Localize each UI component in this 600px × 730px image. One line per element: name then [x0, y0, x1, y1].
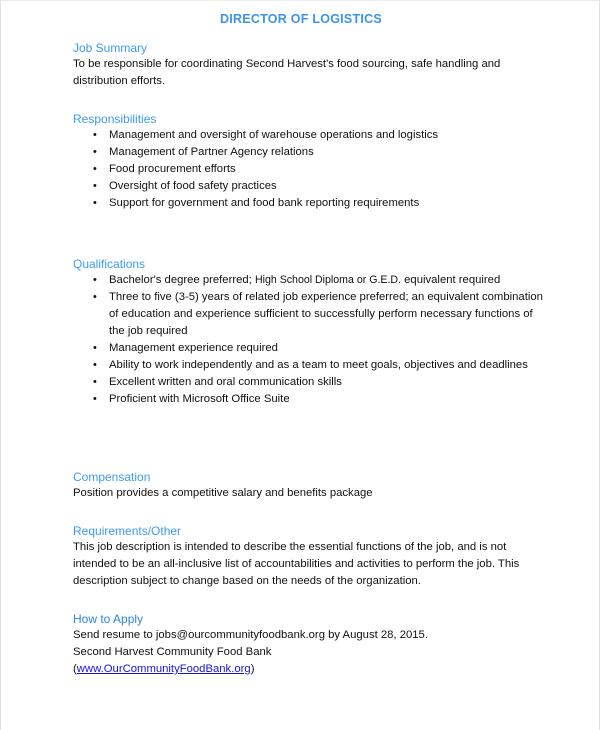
website-link[interactable]: www.OurCommunityFoodBank.org — [76, 663, 251, 675]
list-item: • Food procurement efforts — [73, 161, 551, 178]
list-item: • Proficient with Microsoft Office Suite — [73, 391, 551, 408]
apply-instruction-line: Send resume to jobs@ourcommunityfoodbank.org by August 28, 2015. — [73, 629, 428, 641]
spacer — [1, 27, 600, 41]
link-open-paren: ( — [73, 663, 77, 675]
section-how-to-apply — [1, 612, 600, 678]
section-qualifications — [1, 257, 600, 408]
spacer — [1, 590, 600, 612]
spacer — [1, 212, 600, 257]
qualification-lead-text: Bachelor's degree preferred; — [109, 274, 255, 286]
document-body — [1, 1, 600, 678]
section-heading-job-summary: Job Summary — [73, 41, 148, 55]
section-job-summary — [1, 41, 600, 90]
link-close-paren: ) — [250, 663, 255, 675]
section-paragraph-requirements-other: This job description is intended to describe the essential functions of the job, and is not intended to be an all-inclusive list of accountabilities and activities to perform the job. This description subject to change based on the needs of the organization. — [73, 541, 520, 587]
qualifications-list — [73, 272, 551, 408]
section-heading-compensation: Compensation — [73, 470, 151, 484]
spacer — [1, 502, 600, 524]
section-heading-requirements-other: Requirements/Other — [73, 524, 182, 538]
list-item — [73, 272, 551, 289]
page-title: DIRECTOR OF LOGISTICS — [220, 12, 382, 26]
section-paragraph-compensation: Position provides a competitive salary and benefits package — [73, 487, 373, 499]
list-item: • Oversight of food safety practices — [73, 178, 551, 195]
list-item: • Management and oversight of warehouse operations and logistics — [73, 127, 551, 144]
list-item: • Management of Partner Agency relations — [73, 144, 551, 161]
section-paragraph-job-summary: To be responsible for coordinating Second Harvest's food sourcing, safe handling and distribution efforts. — [73, 58, 501, 87]
section-responsibilities — [1, 112, 600, 212]
website-line — [73, 661, 535, 678]
section-compensation — [1, 470, 600, 502]
section-heading-how-to-apply: How to Apply — [73, 612, 144, 626]
section-heading-responsibilities: Responsibilities — [73, 112, 157, 126]
list-item: • Management experience required — [73, 340, 551, 357]
list-item: • Support for government and food bank reporting requirements — [73, 195, 551, 212]
section-heading-qualifications: Qualifications — [73, 257, 146, 271]
list-item: • Ability to work independently and as a team to meet goals, objectives and deadlines — [73, 357, 551, 374]
qualification-emphasis-text: High School Diploma or G.E.D. — [254, 274, 401, 286]
spacer — [1, 90, 600, 112]
organization-name-line: Second Harvest Community Food Bank — [73, 646, 272, 658]
list-item: • Excellent written and oral communication skills — [73, 374, 551, 391]
spacer — [1, 408, 600, 470]
section-requirements-other — [1, 524, 600, 590]
list-item: • Three to five (3-5) years of related job experience preferred; an equivalent combination of education and experience sufficient to successfully perform necessary functions of the job required — [73, 289, 551, 340]
responsibilities-list — [73, 127, 551, 212]
qualification-tail-text: equivalent required — [401, 274, 501, 286]
